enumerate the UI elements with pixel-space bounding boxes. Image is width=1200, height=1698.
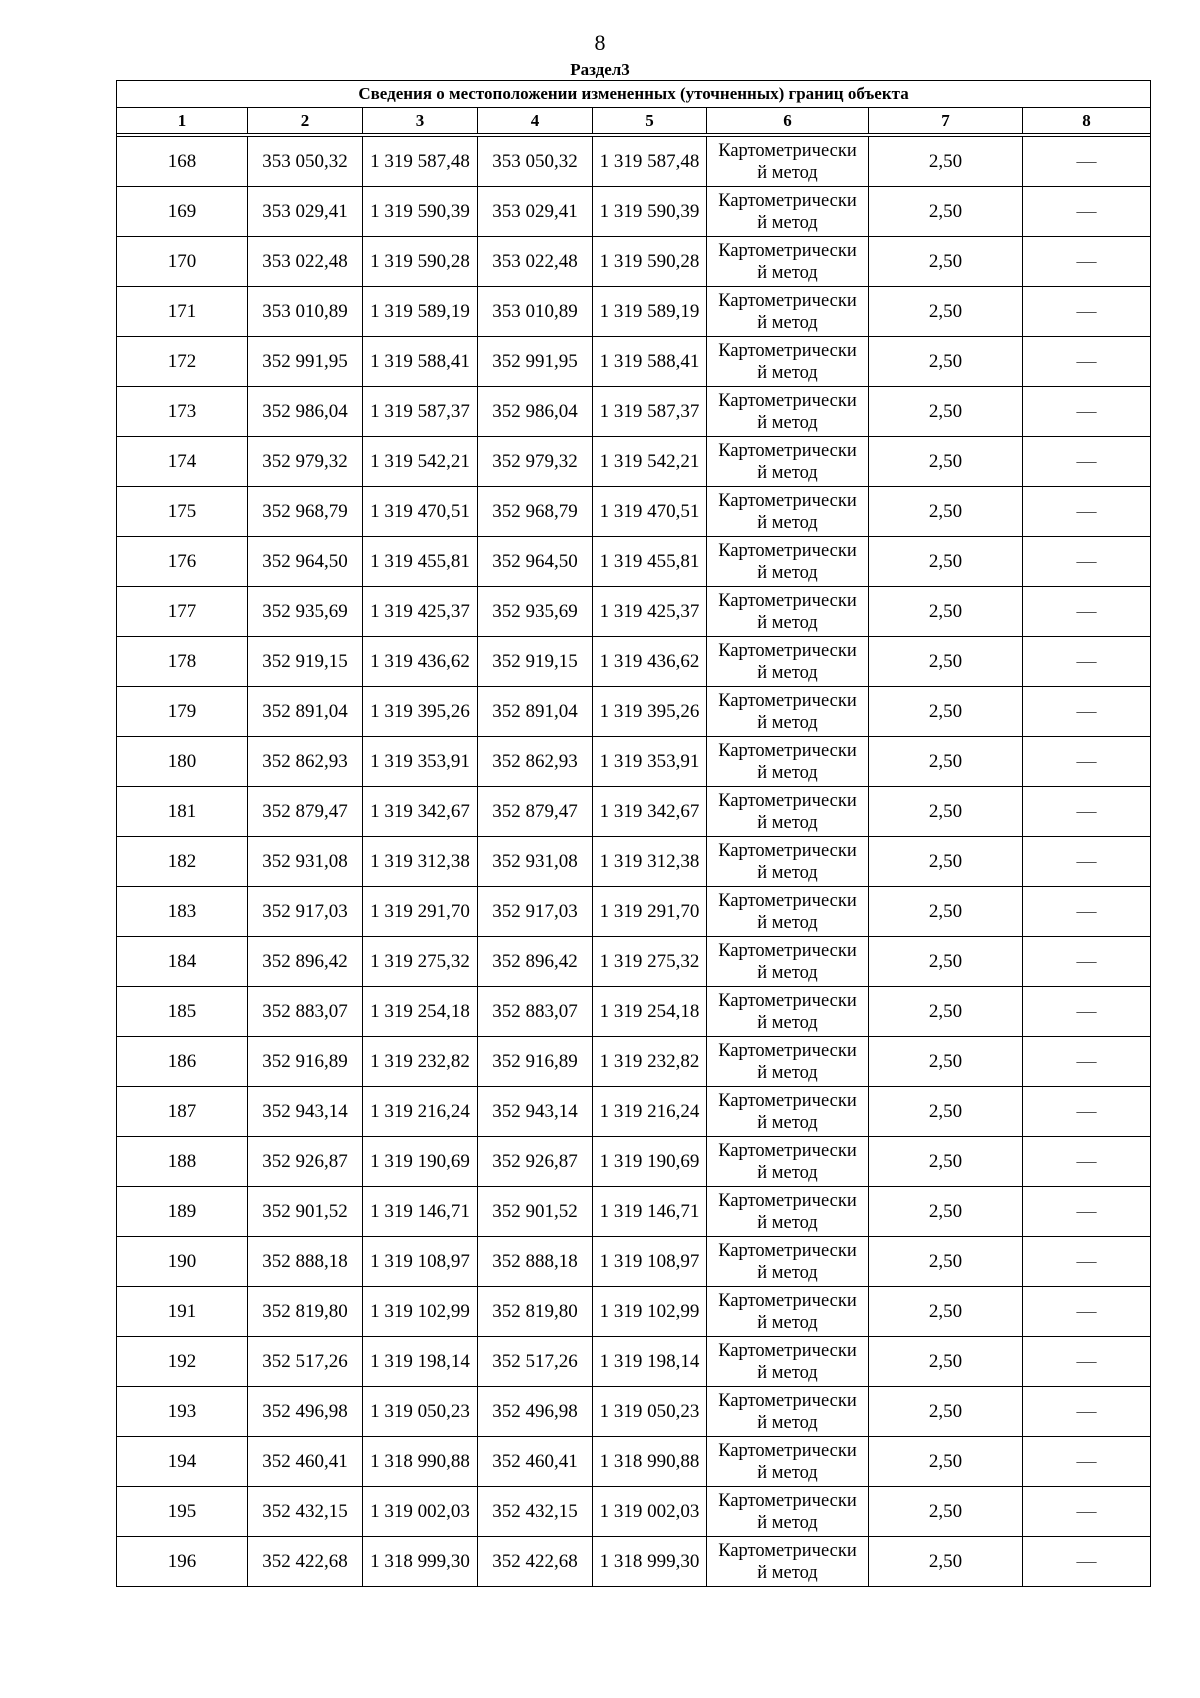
cell-description: —	[1023, 1087, 1151, 1137]
cell-accuracy: 2,50	[869, 187, 1023, 237]
cell-x-refined: 352 496,98	[478, 1387, 593, 1437]
cell-x-existing: 353 050,32	[248, 137, 363, 187]
table-row	[117, 237, 1151, 287]
column-header: 2	[248, 108, 363, 134]
cell-description: —	[1023, 1287, 1151, 1337]
cell-x-existing: 352 888,18	[248, 1237, 363, 1287]
cell-determination-method: Картометрически й метод	[707, 1187, 869, 1237]
cell-determination-method: Картометрически й метод	[707, 1537, 869, 1587]
table-row	[117, 637, 1151, 687]
cell-description: —	[1023, 837, 1151, 887]
cell-x-refined: 352 991,95	[478, 337, 593, 387]
cell-description: —	[1023, 1387, 1151, 1437]
cell-x-refined: 352 879,47	[478, 787, 593, 837]
cell-y-refined: 1 318 999,30	[593, 1537, 707, 1587]
cell-x-refined: 352 935,69	[478, 587, 593, 637]
table-row	[117, 687, 1151, 737]
cell-description: —	[1023, 287, 1151, 337]
cell-point-number: 190	[117, 1237, 248, 1287]
cell-x-existing: 352 422,68	[248, 1537, 363, 1587]
cell-x-existing: 353 029,41	[248, 187, 363, 237]
cell-x-existing: 353 022,48	[248, 237, 363, 287]
cell-y-existing: 1 319 216,24	[363, 1087, 478, 1137]
cell-description: —	[1023, 937, 1151, 987]
cell-y-existing: 1 319 590,39	[363, 187, 478, 237]
cell-y-refined: 1 319 190,69	[593, 1137, 707, 1187]
cell-description: —	[1023, 1337, 1151, 1387]
table-row	[117, 587, 1151, 637]
table-row	[117, 1187, 1151, 1237]
cell-point-number: 170	[117, 237, 248, 287]
cell-y-existing: 1 319 470,51	[363, 487, 478, 537]
cell-x-refined: 352 901,52	[478, 1187, 593, 1237]
cell-accuracy: 2,50	[869, 587, 1023, 637]
cell-point-number: 182	[117, 837, 248, 887]
cell-y-refined: 1 319 395,26	[593, 687, 707, 737]
cell-y-refined: 1 319 590,39	[593, 187, 707, 237]
cell-y-existing: 1 319 589,19	[363, 287, 478, 337]
cell-x-refined: 352 979,32	[478, 437, 593, 487]
table-row	[117, 1137, 1151, 1187]
cell-x-existing: 352 879,47	[248, 787, 363, 837]
cell-x-existing: 352 964,50	[248, 537, 363, 587]
cell-determination-method: Картометрически й метод	[707, 1287, 869, 1337]
cell-accuracy: 2,50	[869, 837, 1023, 887]
table-row	[117, 337, 1151, 387]
cell-description: —	[1023, 1437, 1151, 1487]
cell-x-refined: 352 891,04	[478, 687, 593, 737]
cell-accuracy: 2,50	[869, 887, 1023, 937]
cell-y-refined: 1 319 102,99	[593, 1287, 707, 1337]
cell-y-refined: 1 319 590,28	[593, 237, 707, 287]
cell-x-refined: 352 862,93	[478, 737, 593, 787]
table-row	[117, 887, 1151, 937]
cell-determination-method: Картометрически й метод	[707, 387, 869, 437]
table-row	[117, 537, 1151, 587]
cell-y-refined: 1 319 002,03	[593, 1487, 707, 1537]
cell-description: —	[1023, 787, 1151, 837]
cell-description: —	[1023, 187, 1151, 237]
cell-point-number: 187	[117, 1087, 248, 1137]
cell-x-existing: 352 891,04	[248, 687, 363, 737]
table-row	[117, 837, 1151, 887]
cell-point-number: 179	[117, 687, 248, 737]
cell-y-existing: 1 319 436,62	[363, 637, 478, 687]
cell-x-existing: 352 916,89	[248, 1037, 363, 1087]
cell-accuracy: 2,50	[869, 1337, 1023, 1387]
cell-accuracy: 2,50	[869, 1437, 1023, 1487]
table-row	[117, 1237, 1151, 1287]
table-row	[117, 187, 1151, 237]
cell-point-number: 171	[117, 287, 248, 337]
table-caption: Сведения о местоположении измененных (уточненных) границ объекта	[117, 81, 1151, 108]
cell-accuracy: 2,50	[869, 1087, 1023, 1137]
cell-point-number: 186	[117, 1037, 248, 1087]
cell-description: —	[1023, 337, 1151, 387]
cell-determination-method: Картометрически й метод	[707, 237, 869, 287]
table-row	[117, 437, 1151, 487]
cell-y-refined: 1 318 990,88	[593, 1437, 707, 1487]
cell-point-number: 195	[117, 1487, 248, 1537]
cell-accuracy: 2,50	[869, 1537, 1023, 1587]
cell-y-existing: 1 319 353,91	[363, 737, 478, 787]
cell-accuracy: 2,50	[869, 1237, 1023, 1287]
cell-y-refined: 1 319 425,37	[593, 587, 707, 637]
cell-point-number: 173	[117, 387, 248, 437]
cell-y-existing: 1 319 587,37	[363, 387, 478, 437]
cell-x-refined: 353 010,89	[478, 287, 593, 337]
cell-description: —	[1023, 1137, 1151, 1187]
column-header: 1	[117, 108, 248, 134]
cell-x-refined: 352 926,87	[478, 1137, 593, 1187]
cell-x-existing: 352 968,79	[248, 487, 363, 537]
cell-accuracy: 2,50	[869, 1387, 1023, 1437]
cell-determination-method: Картометрически й метод	[707, 537, 869, 587]
cell-y-existing: 1 319 002,03	[363, 1487, 478, 1537]
cell-description: —	[1023, 1187, 1151, 1237]
cell-y-existing: 1 319 232,82	[363, 1037, 478, 1087]
cell-y-refined: 1 319 542,21	[593, 437, 707, 487]
cell-y-refined: 1 319 275,32	[593, 937, 707, 987]
cell-x-existing: 352 919,15	[248, 637, 363, 687]
cell-x-existing: 352 926,87	[248, 1137, 363, 1187]
cell-accuracy: 2,50	[869, 1037, 1023, 1087]
cell-accuracy: 2,50	[869, 937, 1023, 987]
cell-y-refined: 1 319 589,19	[593, 287, 707, 337]
cell-y-refined: 1 319 342,67	[593, 787, 707, 837]
cell-y-existing: 1 319 108,97	[363, 1237, 478, 1287]
cell-y-refined: 1 319 470,51	[593, 487, 707, 537]
cell-x-existing: 352 862,93	[248, 737, 363, 787]
table-caption-row	[117, 81, 1151, 108]
cell-x-refined: 352 422,68	[478, 1537, 593, 1587]
cell-determination-method: Картометрически й метод	[707, 1487, 869, 1537]
cell-y-existing: 1 319 198,14	[363, 1337, 478, 1387]
cell-y-refined: 1 319 587,48	[593, 137, 707, 187]
cell-point-number: 169	[117, 187, 248, 237]
table-row	[117, 737, 1151, 787]
cell-y-existing: 1 318 999,30	[363, 1537, 478, 1587]
cell-point-number: 172	[117, 337, 248, 387]
cell-determination-method: Картометрически й метод	[707, 787, 869, 837]
cell-y-existing: 1 319 590,28	[363, 237, 478, 287]
cell-y-existing: 1 319 275,32	[363, 937, 478, 987]
cell-accuracy: 2,50	[869, 1487, 1023, 1537]
cell-determination-method: Картометрически й метод	[707, 287, 869, 337]
cell-accuracy: 2,50	[869, 987, 1023, 1037]
section-title: Раздел3	[570, 60, 630, 79]
cell-determination-method: Картометрически й метод	[707, 1037, 869, 1087]
table-row	[117, 1287, 1151, 1337]
table-row	[117, 387, 1151, 437]
cell-x-existing: 352 935,69	[248, 587, 363, 637]
column-header: 5	[593, 108, 707, 134]
cell-y-existing: 1 319 395,26	[363, 687, 478, 737]
cell-y-existing: 1 319 342,67	[363, 787, 478, 837]
cell-point-number: 177	[117, 587, 248, 637]
table-row	[117, 1037, 1151, 1087]
cell-accuracy: 2,50	[869, 387, 1023, 437]
cell-point-number: 175	[117, 487, 248, 537]
cell-point-number: 180	[117, 737, 248, 787]
cell-y-existing: 1 319 254,18	[363, 987, 478, 1037]
cell-y-existing: 1 319 102,99	[363, 1287, 478, 1337]
cell-description: —	[1023, 1537, 1151, 1587]
cell-x-existing: 352 883,07	[248, 987, 363, 1037]
cell-x-existing: 352 901,52	[248, 1187, 363, 1237]
cell-point-number: 196	[117, 1537, 248, 1587]
cell-x-refined: 352 931,08	[478, 837, 593, 887]
cell-description: —	[1023, 487, 1151, 537]
cell-description: —	[1023, 1487, 1151, 1537]
cell-point-number: 191	[117, 1287, 248, 1337]
cell-x-existing: 352 517,26	[248, 1337, 363, 1387]
cell-determination-method: Картометрически й метод	[707, 487, 869, 537]
cell-y-existing: 1 319 425,37	[363, 587, 478, 637]
cell-x-refined: 352 517,26	[478, 1337, 593, 1387]
cell-accuracy: 2,50	[869, 1287, 1023, 1337]
cell-determination-method: Картометрически й метод	[707, 837, 869, 887]
cell-point-number: 174	[117, 437, 248, 487]
cell-x-refined: 352 916,89	[478, 1037, 593, 1087]
cell-x-existing: 352 991,95	[248, 337, 363, 387]
cell-x-refined: 352 968,79	[478, 487, 593, 537]
cell-accuracy: 2,50	[869, 737, 1023, 787]
cell-x-existing: 352 896,42	[248, 937, 363, 987]
table-row	[117, 1087, 1151, 1137]
cell-y-existing: 1 319 588,41	[363, 337, 478, 387]
cell-x-refined: 353 050,32	[478, 137, 593, 187]
table-row	[117, 987, 1151, 1037]
cell-x-existing: 352 460,41	[248, 1437, 363, 1487]
cell-x-refined: 352 919,15	[478, 637, 593, 687]
cell-determination-method: Картометрически й метод	[707, 587, 869, 637]
cell-accuracy: 2,50	[869, 137, 1023, 187]
cell-x-existing: 352 496,98	[248, 1387, 363, 1437]
cell-description: —	[1023, 887, 1151, 937]
boundary-coordinates-table	[116, 80, 1151, 1587]
cell-accuracy: 2,50	[869, 1187, 1023, 1237]
cell-x-refined: 352 888,18	[478, 1237, 593, 1287]
cell-y-refined: 1 319 587,37	[593, 387, 707, 437]
cell-point-number: 192	[117, 1337, 248, 1387]
cell-point-number: 189	[117, 1187, 248, 1237]
cell-accuracy: 2,50	[869, 437, 1023, 487]
cell-determination-method: Картометрически й метод	[707, 1137, 869, 1187]
cell-determination-method: Картометрически й метод	[707, 1237, 869, 1287]
cell-determination-method: Картометрически й метод	[707, 1087, 869, 1137]
cell-accuracy: 2,50	[869, 487, 1023, 537]
cell-point-number: 184	[117, 937, 248, 987]
cell-y-refined: 1 319 291,70	[593, 887, 707, 937]
cell-y-refined: 1 319 108,97	[593, 1237, 707, 1287]
cell-point-number: 185	[117, 987, 248, 1037]
cell-x-existing: 352 917,03	[248, 887, 363, 937]
cell-x-refined: 352 917,03	[478, 887, 593, 937]
table-row	[117, 487, 1151, 537]
cell-description: —	[1023, 987, 1151, 1037]
cell-determination-method: Картометрически й метод	[707, 687, 869, 737]
cell-y-refined: 1 319 232,82	[593, 1037, 707, 1087]
cell-point-number: 181	[117, 787, 248, 837]
column-header: 7	[869, 108, 1023, 134]
cell-determination-method: Картометрически й метод	[707, 937, 869, 987]
cell-description: —	[1023, 137, 1151, 187]
cell-y-refined: 1 319 436,62	[593, 637, 707, 687]
cell-x-existing: 352 979,32	[248, 437, 363, 487]
cell-x-refined: 353 022,48	[478, 237, 593, 287]
table-row	[117, 937, 1151, 987]
cell-y-refined: 1 319 216,24	[593, 1087, 707, 1137]
cell-point-number: 178	[117, 637, 248, 687]
cell-x-refined: 352 943,14	[478, 1087, 593, 1137]
column-number-row	[117, 108, 1151, 134]
table-row	[117, 1437, 1151, 1487]
cell-point-number: 176	[117, 537, 248, 587]
cell-x-refined: 352 460,41	[478, 1437, 593, 1487]
cell-x-existing: 352 943,14	[248, 1087, 363, 1137]
cell-y-existing: 1 319 050,23	[363, 1387, 478, 1437]
table-row	[117, 1337, 1151, 1387]
column-header: 8	[1023, 108, 1151, 134]
cell-y-refined: 1 319 146,71	[593, 1187, 707, 1237]
cell-point-number: 193	[117, 1387, 248, 1437]
cell-x-existing: 353 010,89	[248, 287, 363, 337]
cell-determination-method: Картометрически й метод	[707, 1337, 869, 1387]
cell-accuracy: 2,50	[869, 337, 1023, 387]
cell-description: —	[1023, 387, 1151, 437]
cell-y-refined: 1 319 455,81	[593, 537, 707, 587]
cell-description: —	[1023, 1037, 1151, 1087]
cell-determination-method: Картометрически й метод	[707, 1387, 869, 1437]
cell-point-number: 183	[117, 887, 248, 937]
cell-accuracy: 2,50	[869, 687, 1023, 737]
table-row	[117, 787, 1151, 837]
cell-determination-method: Картометрически й метод	[707, 437, 869, 487]
cell-y-existing: 1 319 455,81	[363, 537, 478, 587]
table-row	[117, 1487, 1151, 1537]
cell-y-existing: 1 319 587,48	[363, 137, 478, 187]
cell-accuracy: 2,50	[869, 237, 1023, 287]
cell-determination-method: Картометрически й метод	[707, 137, 869, 187]
cell-description: —	[1023, 687, 1151, 737]
cell-x-refined: 352 432,15	[478, 1487, 593, 1537]
cell-determination-method: Картометрически й метод	[707, 987, 869, 1037]
cell-y-existing: 1 319 190,69	[363, 1137, 478, 1187]
cell-point-number: 188	[117, 1137, 248, 1187]
cell-y-existing: 1 318 990,88	[363, 1437, 478, 1487]
cell-accuracy: 2,50	[869, 287, 1023, 337]
page-number: 8	[594, 30, 606, 55]
cell-description: —	[1023, 537, 1151, 587]
cell-y-existing: 1 319 312,38	[363, 837, 478, 887]
cell-x-refined: 352 819,80	[478, 1287, 593, 1337]
cell-determination-method: Картометрически й метод	[707, 187, 869, 237]
cell-accuracy: 2,50	[869, 637, 1023, 687]
cell-description: —	[1023, 1237, 1151, 1287]
cell-accuracy: 2,50	[869, 537, 1023, 587]
table-row	[117, 1387, 1151, 1437]
cell-determination-method: Картометрически й метод	[707, 637, 869, 687]
cell-description: —	[1023, 637, 1151, 687]
cell-y-refined: 1 319 353,91	[593, 737, 707, 787]
cell-y-refined: 1 319 312,38	[593, 837, 707, 887]
cell-determination-method: Картометрически й метод	[707, 337, 869, 387]
table-body	[117, 137, 1151, 1587]
cell-x-existing: 352 432,15	[248, 1487, 363, 1537]
cell-determination-method: Картометрически й метод	[707, 737, 869, 787]
cell-y-existing: 1 319 291,70	[363, 887, 478, 937]
cell-point-number: 168	[117, 137, 248, 187]
table-row	[117, 287, 1151, 337]
cell-y-refined: 1 319 254,18	[593, 987, 707, 1037]
column-header: 6	[707, 108, 869, 134]
cell-determination-method: Картометрически й метод	[707, 1437, 869, 1487]
cell-y-existing: 1 319 542,21	[363, 437, 478, 487]
cell-x-refined: 353 029,41	[478, 187, 593, 237]
cell-description: —	[1023, 737, 1151, 787]
cell-x-refined: 352 896,42	[478, 937, 593, 987]
cell-description: —	[1023, 437, 1151, 487]
cell-x-existing: 352 986,04	[248, 387, 363, 437]
cell-accuracy: 2,50	[869, 1137, 1023, 1187]
cell-y-refined: 1 319 588,41	[593, 337, 707, 387]
cell-point-number: 194	[117, 1437, 248, 1487]
column-header: 4	[478, 108, 593, 134]
cell-x-refined: 352 964,50	[478, 537, 593, 587]
cell-x-existing: 352 819,80	[248, 1287, 363, 1337]
cell-x-refined: 352 883,07	[478, 987, 593, 1037]
table-row	[117, 1537, 1151, 1587]
cell-y-refined: 1 319 198,14	[593, 1337, 707, 1387]
column-header: 3	[363, 108, 478, 134]
cell-description: —	[1023, 237, 1151, 287]
cell-x-existing: 352 931,08	[248, 837, 363, 887]
cell-y-existing: 1 319 146,71	[363, 1187, 478, 1237]
cell-x-refined: 352 986,04	[478, 387, 593, 437]
cell-accuracy: 2,50	[869, 787, 1023, 837]
cell-description: —	[1023, 587, 1151, 637]
table-row	[117, 137, 1151, 187]
cell-y-refined: 1 319 050,23	[593, 1387, 707, 1437]
cell-determination-method: Картометрически й метод	[707, 887, 869, 937]
